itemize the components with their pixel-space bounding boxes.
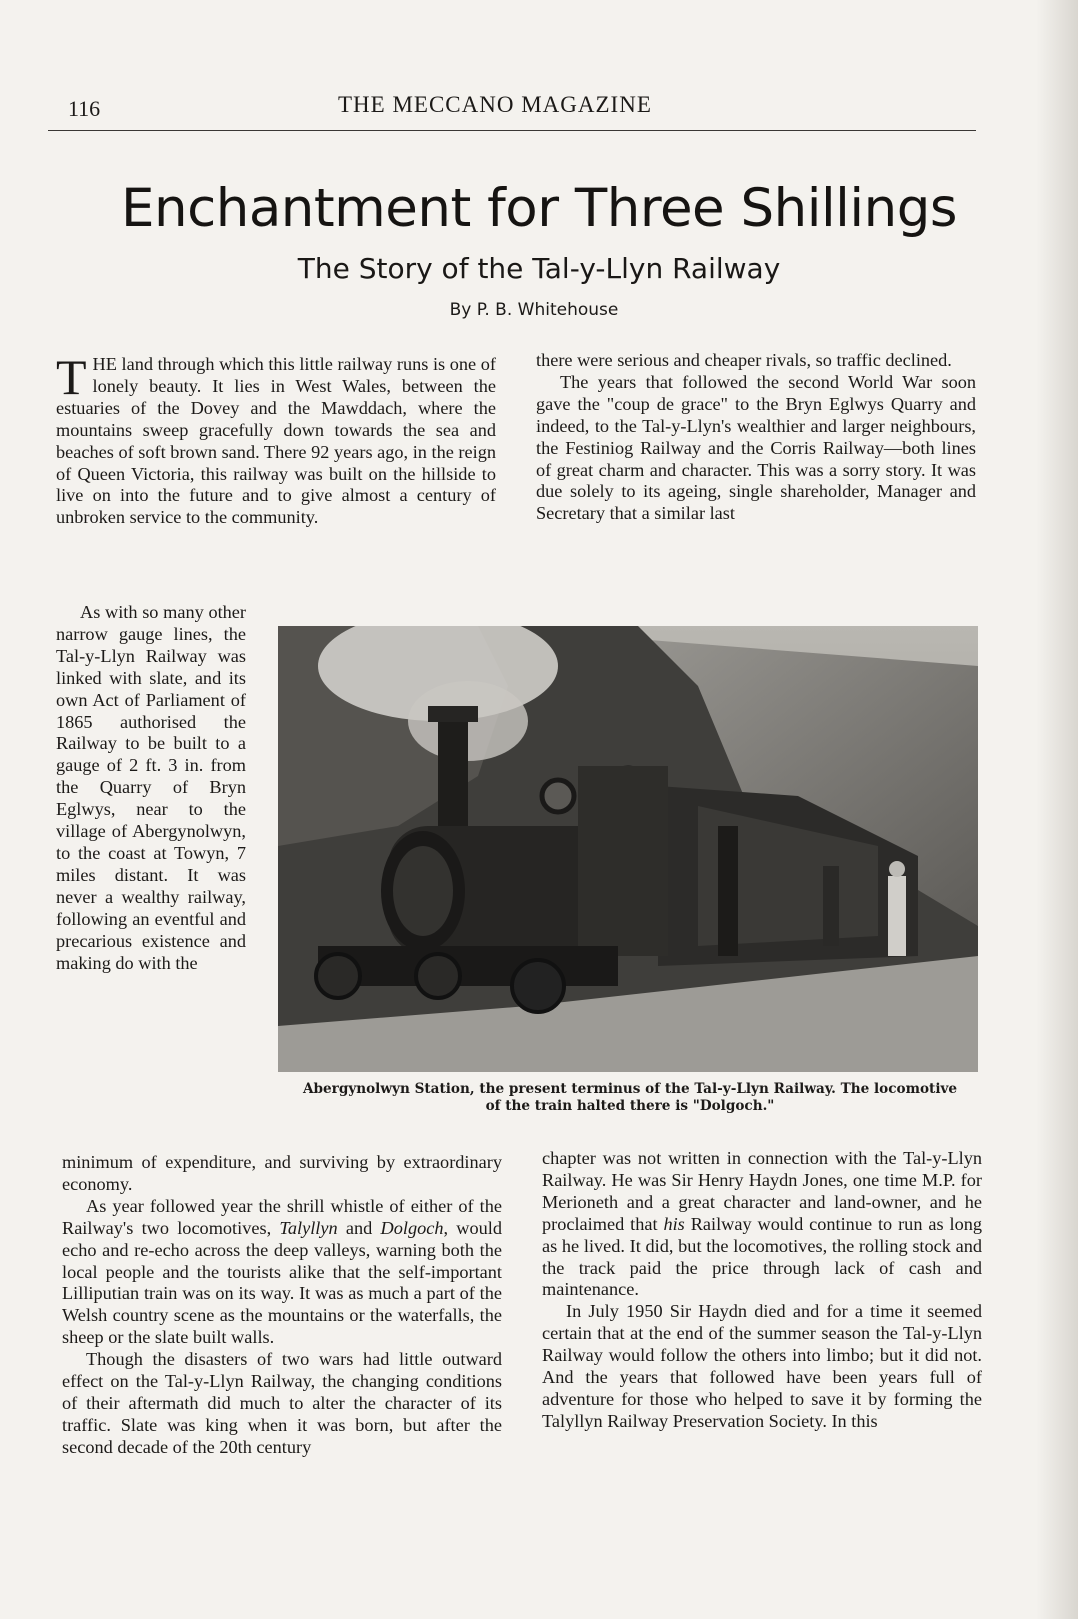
article-subtitle: The Story of the Tal-y-Llyn Railway: [297, 252, 781, 285]
paragraph-6: In July 1950 Sir Haydn died and for a time it seemed certain that at the end of the summer season the Tal-y-Llyn Railway would follow the others into limbo; but it did not. And the years that followed have been years full of adventure for those who helped to save it by forming the Talyllyn Railway Preservation Society. In this: [542, 1301, 982, 1431]
page-number: 116: [68, 96, 101, 121]
magazine-title: THE MECCANO MAGAZINE: [338, 92, 652, 117]
paragraph-3-and: and: [337, 1217, 381, 1238]
locomotive-photo: [278, 626, 978, 1072]
column-right-top: [536, 350, 976, 525]
page-header: [48, 88, 976, 131]
paragraph-5-continued: [542, 1148, 982, 1301]
column-narrow-wrap: [56, 602, 246, 974]
paragraph-3-start: As year followed year the shrill whistle of either of the Railway's two locomotives,: [62, 1195, 502, 1238]
locomotive-photo-illustration: [278, 626, 978, 1072]
paragraph-5-continued-end: Railway would continue to run as long as he lived. It did, but the locomotives, the rolling stock and the track paid the price through lack of cash and maintenance.: [542, 1213, 982, 1300]
paragraph-1-text: HE land through which this little railway runs is one of lonely beauty. It lies in West Wales, between the estuaries of the Dovey and the Mawddach, where the mountains sweep gracefully down towards the sea and beaches of soft brown sand. There 92 years ago, in the reign of Queen Victoria, this railway was built on the hillside to live on into the future and to give almost a century of unbroken service to the community.: [56, 354, 496, 528]
article-title: Enchantment for Three Shillings: [121, 178, 957, 239]
paragraph-2: As with so many other narrow gauge lines, the Tal-y-Llyn Railway was linked with slate, and its own Act of Parliament of 1865 authorised the Railway to be built to a gauge of 2 ft. 3 in. from the Quarry of Bryn Eglwys, near to the village of Abergynolwyn, to the coast at Towyn, 7 miles distant. It was never a wealthy railway, following an eventful and precarious existence and making do with the: [56, 602, 246, 973]
locomotive-name-dolgoch: Dolgoch: [380, 1217, 444, 1238]
paragraph-1: [56, 349, 496, 529]
paragraph-5-continued-start: chapter was not written in connection with the Tal-y-Llyn Railway. He was Sir Henry Haydn Jones, one time M.P. for Merioneth and a great character and land-owner, and he proclaimed that: [542, 1148, 982, 1234]
page-edge-shadow: [1036, 0, 1078, 1619]
paragraph-4-continued: there were serious and cheaper rivals, so traffic declined.: [536, 350, 952, 370]
column-left-top: [56, 349, 496, 529]
paragraph-4: Though the disasters of two wars had little outward effect on the Tal-y-Llyn Railway, the changing conditions of their aftermath did much to alter the character of its traffic. Slate was king when it was born, but after the second decade of the 20th century: [62, 1349, 502, 1457]
caption-line-1: Abergynolwyn Station, the present terminus of the Tal-y-Llyn Railway. The locomotive: [302, 1081, 958, 1097]
emphasis-his: his: [663, 1213, 685, 1234]
paragraph-3-end: , would echo and re-echo across the deep valleys, warning both the local people and the tourists alike that the self-important Lilliputian train was on its way. It was as much a part of the Welsh country scene as the mountains or the waterfalls, the sheep or the slate built walls.: [62, 1217, 502, 1348]
column-left-bottom: [62, 1152, 502, 1459]
paragraph-3: [62, 1196, 502, 1349]
locomotive-name-talyllyn: Talyllyn: [279, 1217, 338, 1238]
paragraph-2-continued: minimum of expenditure, and surviving by extraordinary economy.: [62, 1152, 502, 1194]
article-byline: By P. B. Whitehouse: [449, 300, 619, 320]
paragraph-5: The years that followed the second World War soon gave the "coup de grace" to the Bryn Eglwys Quarry and indeed, to the Tal-y-Llyn's wealthier and larger neighbours, the Festiniog Railway and the Corris Railway—both lines of great charm and character. This was a sorry story. It was due solely to its ageing, single shareholder, Manager and Secretary that a similar last: [536, 371, 976, 524]
column-right-bottom: [542, 1148, 982, 1433]
photo-caption: [274, 1081, 986, 1115]
drop-cap: T: [56, 349, 87, 405]
caption-line-2: of the train halted there is "Dolgoch.": [485, 1098, 775, 1114]
